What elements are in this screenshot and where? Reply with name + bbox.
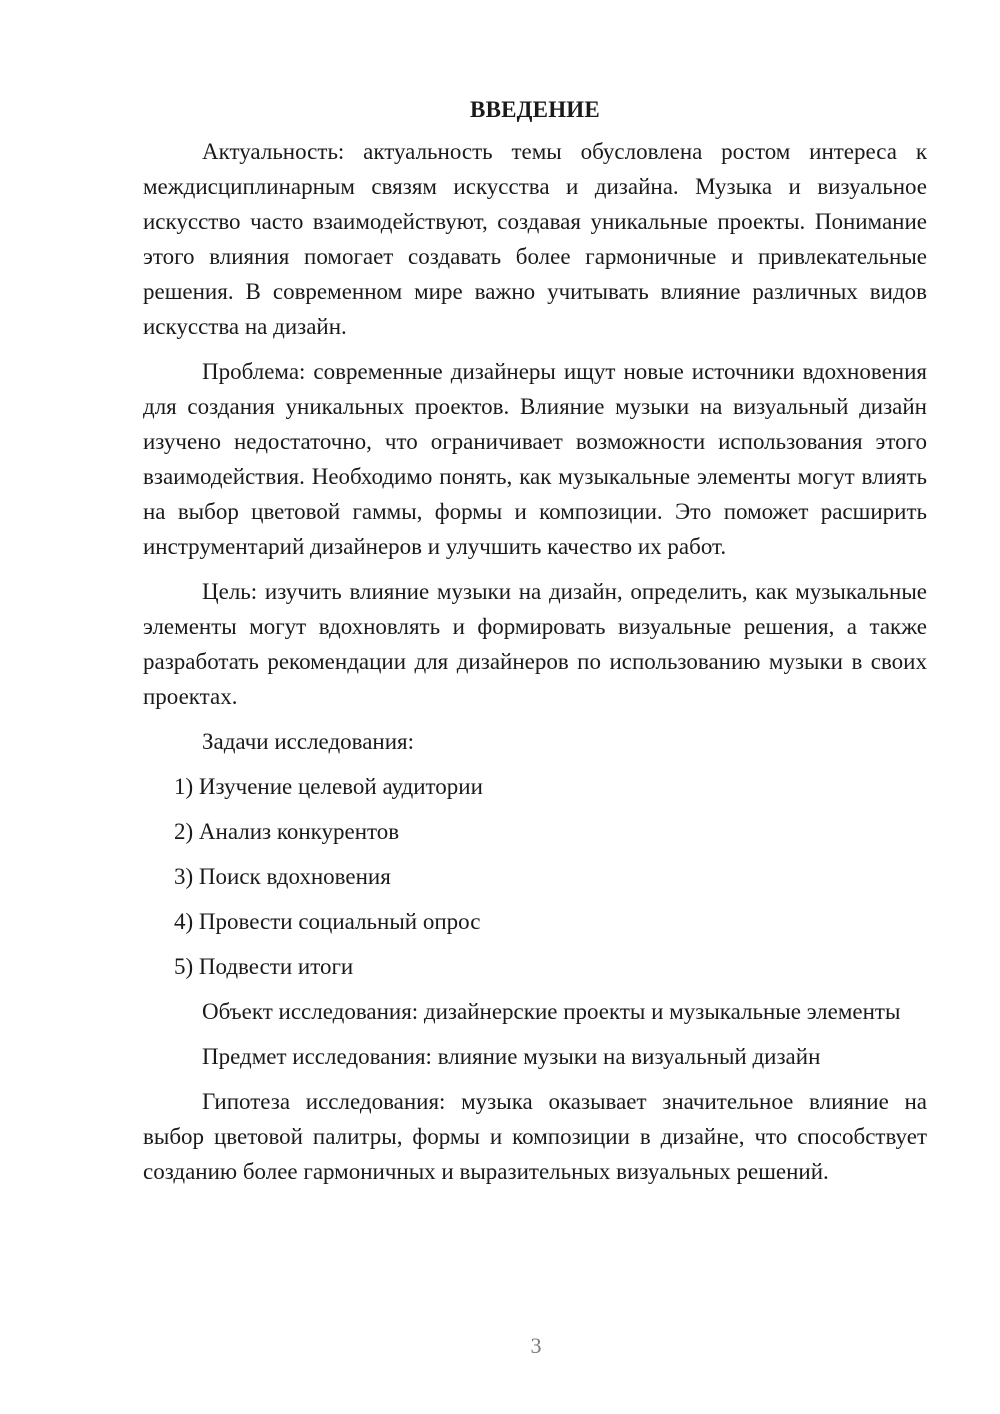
list-item: 2) Анализ конкурентов — [174, 819, 400, 844]
page-content — [143, 92, 927, 1199]
subject-paragraph: Предмет исследования: влияние музыки на визуальный дизайн — [202, 1044, 821, 1069]
list-item: 5) Подвести итоги — [174, 954, 354, 979]
list-item: 3) Поиск вдохновения — [174, 864, 391, 889]
page-number: 3 — [530, 1333, 542, 1358]
hypothesis-paragraph: Гипотеза исследования: музыка оказывает значительное влияние на выбор цветовой палитры, формы и композиции в дизайне, что способствует созданию более гармоничных и выразительных визуальных решений. — [143, 1089, 927, 1184]
page-title: ВВЕДЕНИЕ — [470, 97, 600, 122]
list-item: 1) Изучение целевой аудитории — [174, 774, 483, 799]
problem-paragraph: Проблема: современные дизайнеры ищут новые источники вдохновения для создания уникальных проектов. Влияние музыки на визуальный дизайн изучено недостаточно, что ограничивает возможности использования этого взаимодействия. Необходимо понять, как музыкальные элементы могут влиять на выбор цветовой гаммы, формы и композиции. Это поможет расширить инструментарий дизайнеров и улучшить качество их работ. — [143, 359, 927, 559]
tasks-list — [143, 769, 927, 984]
goal-paragraph: Цель: изучить влияние музыки на дизайн, определить, как музыкальные элементы могут вдохновлять и формировать визуальные решения, а также разработать рекомендации для дизайнеров по использованию музыки в своих проектах. — [143, 579, 927, 709]
object-paragraph: Объект исследования: дизайнерские проекты и музыкальные элементы — [202, 999, 901, 1024]
tasks-heading: Задачи исследования: — [202, 729, 415, 754]
list-item: 4) Провести социальный опрос — [174, 909, 481, 934]
relevance-paragraph: Актуальность: актуальность темы обусловлена ростом интереса к междисциплинарным связям искусства и дизайна. Музыка и визуальное искусство часто взаимодействуют, создавая уникальные проекты. Понимание этого влияния помогает создавать более гармоничные и привлекательные решения. В современном мире важно учитывать влияние различных видов искусства на дизайн. — [143, 139, 927, 339]
